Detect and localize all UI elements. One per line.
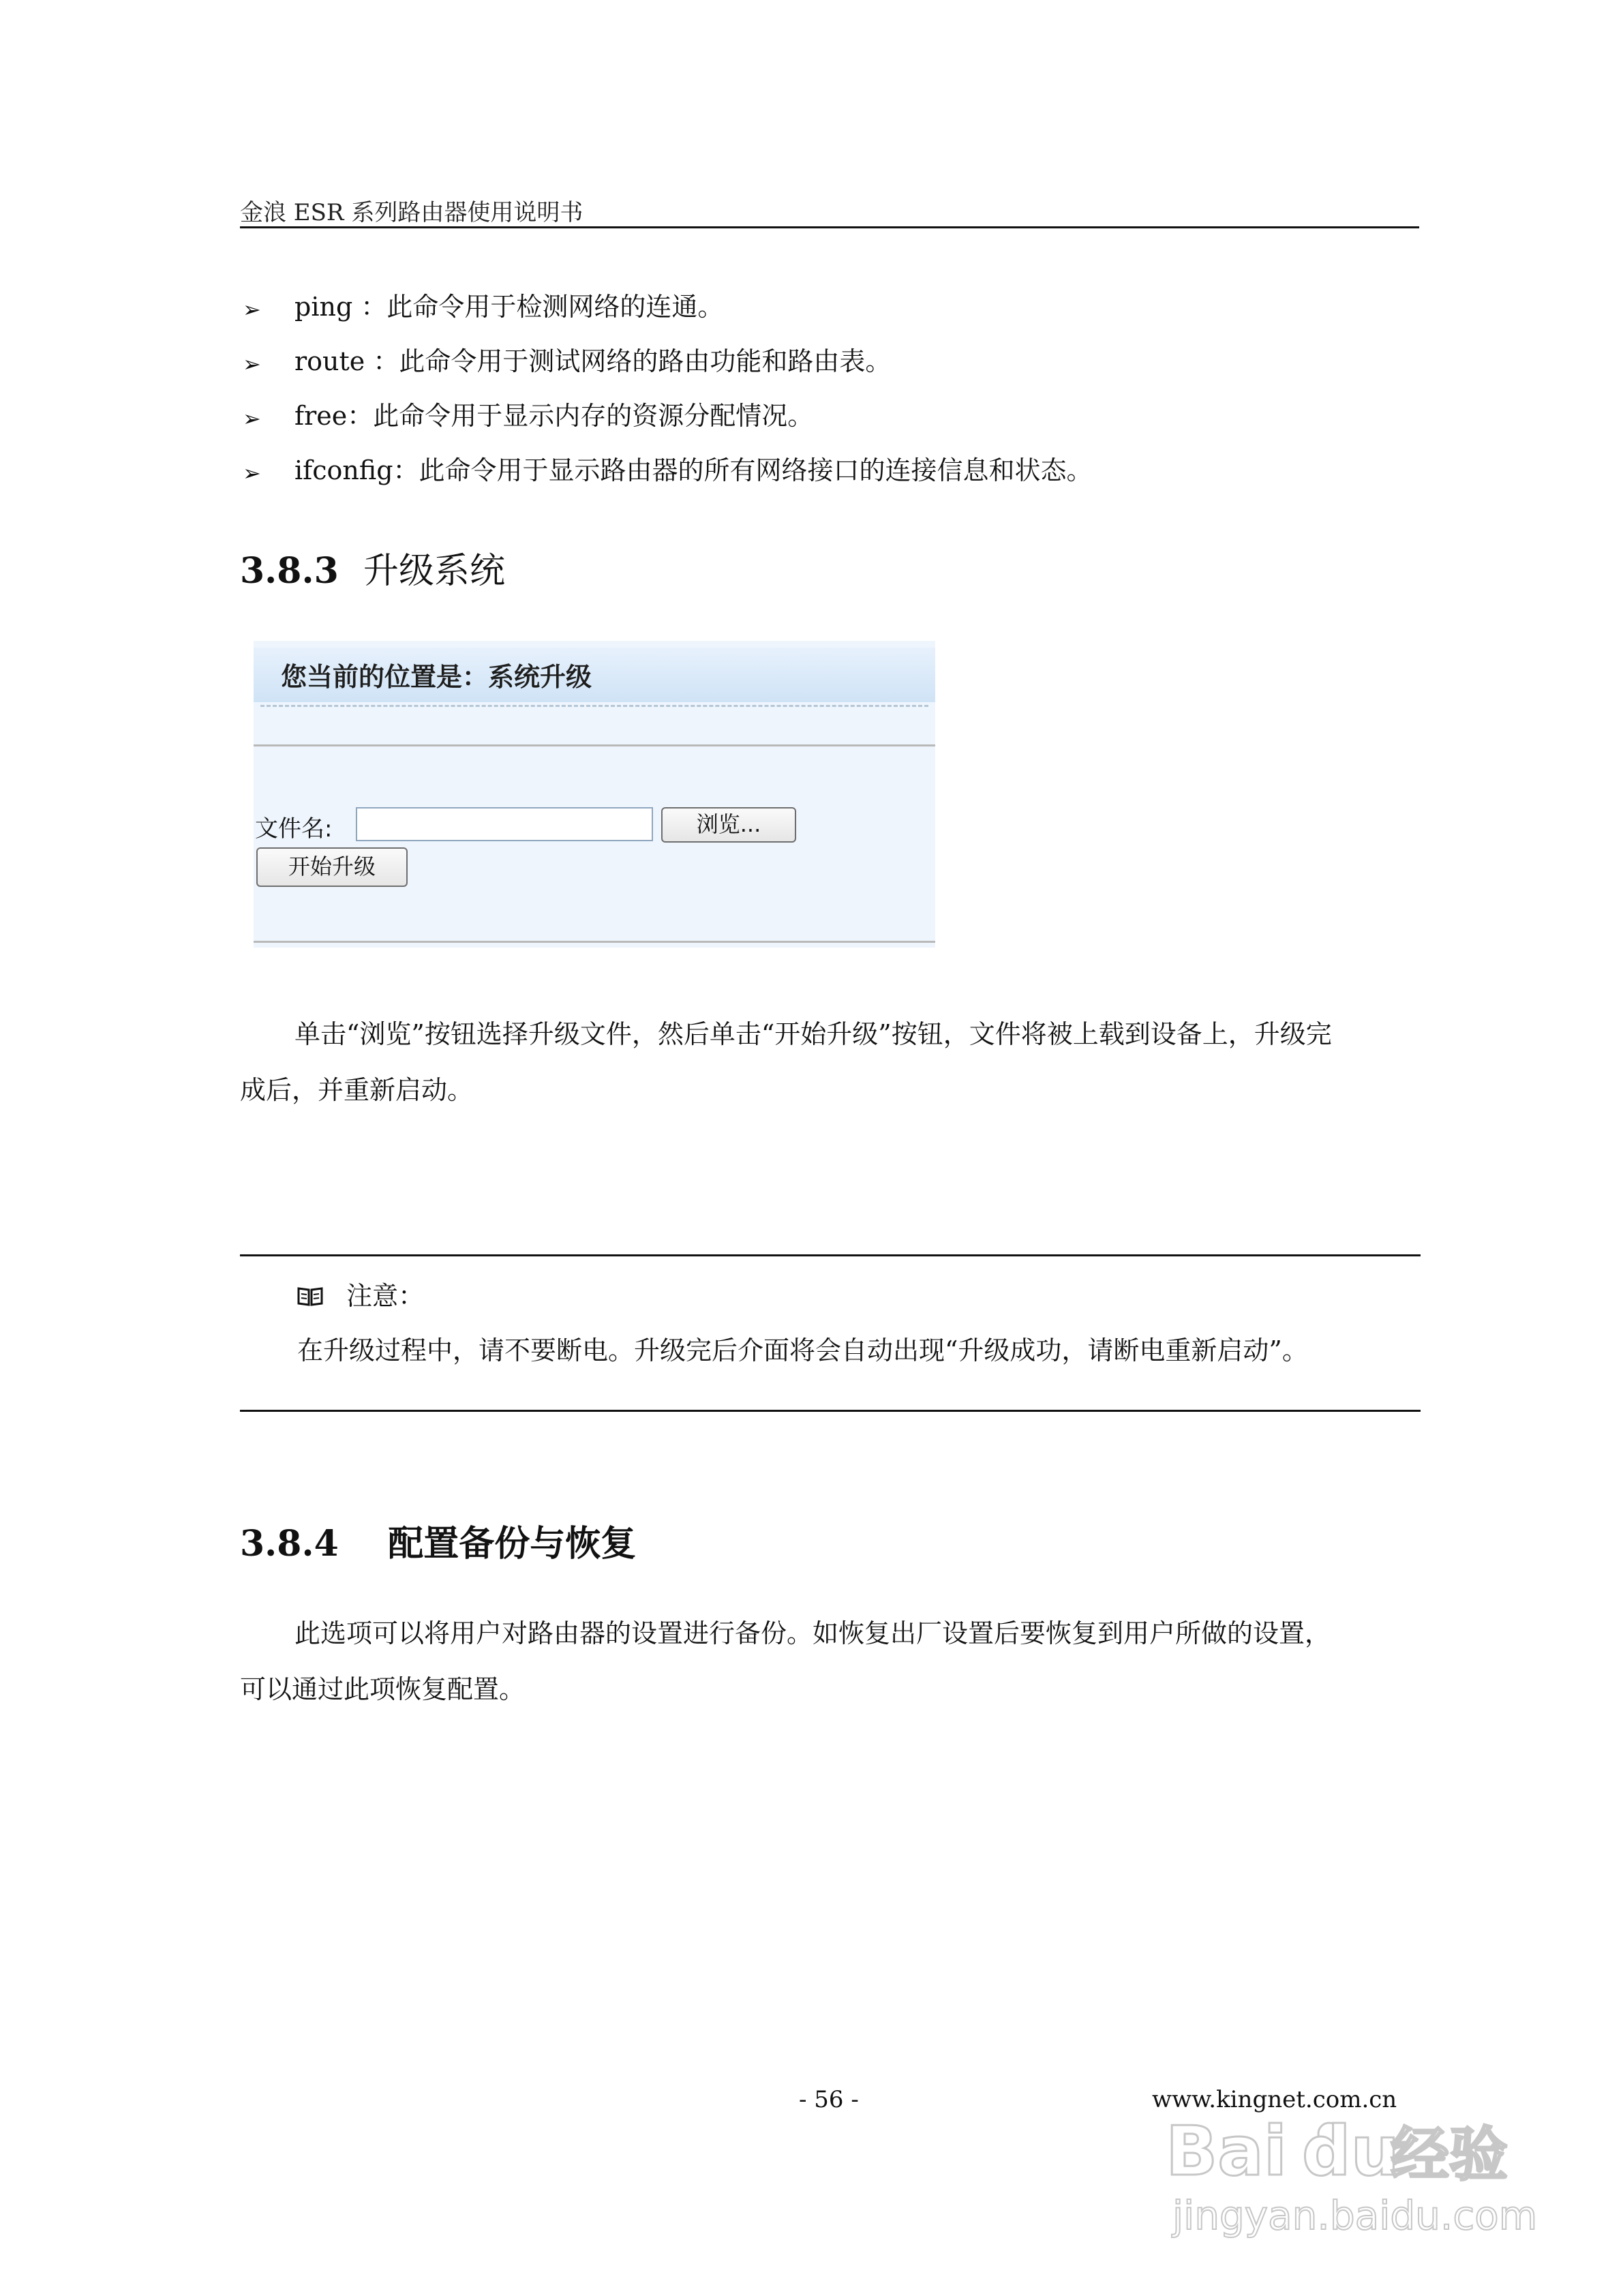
arrow-bullet-icon: ➢ [243,297,261,322]
footer-website: www.kingnet.com.cn [1152,2086,1397,2113]
bullet-item-route [240,341,1426,395]
paragraph-line: 可以通过此项恢复配置。 [240,1674,526,1704]
paragraph-line: 此选项可以将用户对路由器的设置进行备份。如恢复出厂设置后要恢复到用户所做的设置， [294,1618,1331,1648]
upgrade-instructions [240,1006,1426,1118]
arrow-bullet-icon: ➢ [243,351,261,377]
arrow-bullet-icon: ➢ [243,406,261,432]
note-body: 在升级过程中，请不要断电。升级完后介面将会自动出现“升级成功，请断电重新启动”。 [297,1335,1308,1365]
bullet-item-ping [240,286,1426,341]
open-book-icon [297,1282,323,1303]
page-number: - 56 - [799,2086,859,2113]
panel-top-rule [254,744,935,746]
section-number: 3.8.4 [240,1523,339,1565]
paragraph-line: 成后，并重新启动。 [240,1075,474,1105]
bullet-text: ifconfig：此命令用于显示路由器的所有网络接口的连接信息和状态。 [294,455,1093,485]
panel-bottom-rule [254,941,935,943]
section-heading-upgrade [240,542,505,593]
bullet-text: ping ：此命令用于检测网络的连通。 [294,292,724,322]
document-header-title: 金浪 ESR 系列路由器使用说明书 [240,199,583,226]
baidu-jingyan-watermark [1159,2093,1541,2250]
note-top-rule [240,1254,1421,1256]
note-label: 注意： [346,1281,425,1311]
file-path-input[interactable] [356,807,653,841]
svg-text:Bai: Bai [1166,2111,1287,2191]
location-title: 您当前的位置是：系统升级 [281,662,592,692]
bullet-text: route ：此命令用于测试网络的路由功能和路由表。 [294,346,892,376]
section-number: 3.8.3 [240,550,339,592]
note-bottom-rule [240,1410,1421,1412]
browse-button[interactable]: 浏览... [661,807,796,843]
svg-text:经验: 经验 [1391,2121,1508,2189]
paragraph-line: 单击“浏览”按钮选择升级文件，然后单击“开始升级”按钮，文件将被上载到设备上，升级完 [294,1019,1332,1049]
note-heading [297,1275,424,1312]
upgrade-ui-screenshot [254,641,935,948]
arrow-bullet-icon: ➢ [243,460,261,486]
start-upgrade-button[interactable]: 开始升级 [256,847,408,887]
svg-text:du: du [1302,2111,1399,2191]
backup-description [240,1605,1426,1717]
bullet-item-free [240,395,1426,450]
bullet-text: free：此命令用于显示内存的资源分配情况。 [294,401,814,431]
header-rule [240,226,1419,228]
bullet-item-ifconfig [240,450,1426,504]
file-name-label: 文件名: [255,815,333,843]
command-bullet-list [240,286,1426,504]
section-title: 升级系统 [363,551,505,592]
svg-text:jingyan.baidu.com: jingyan.baidu.com [1172,2192,1538,2239]
dashed-divider [260,705,928,707]
section-heading-backup [240,1515,636,1566]
section-title: 配置备份与恢复 [388,1523,637,1565]
